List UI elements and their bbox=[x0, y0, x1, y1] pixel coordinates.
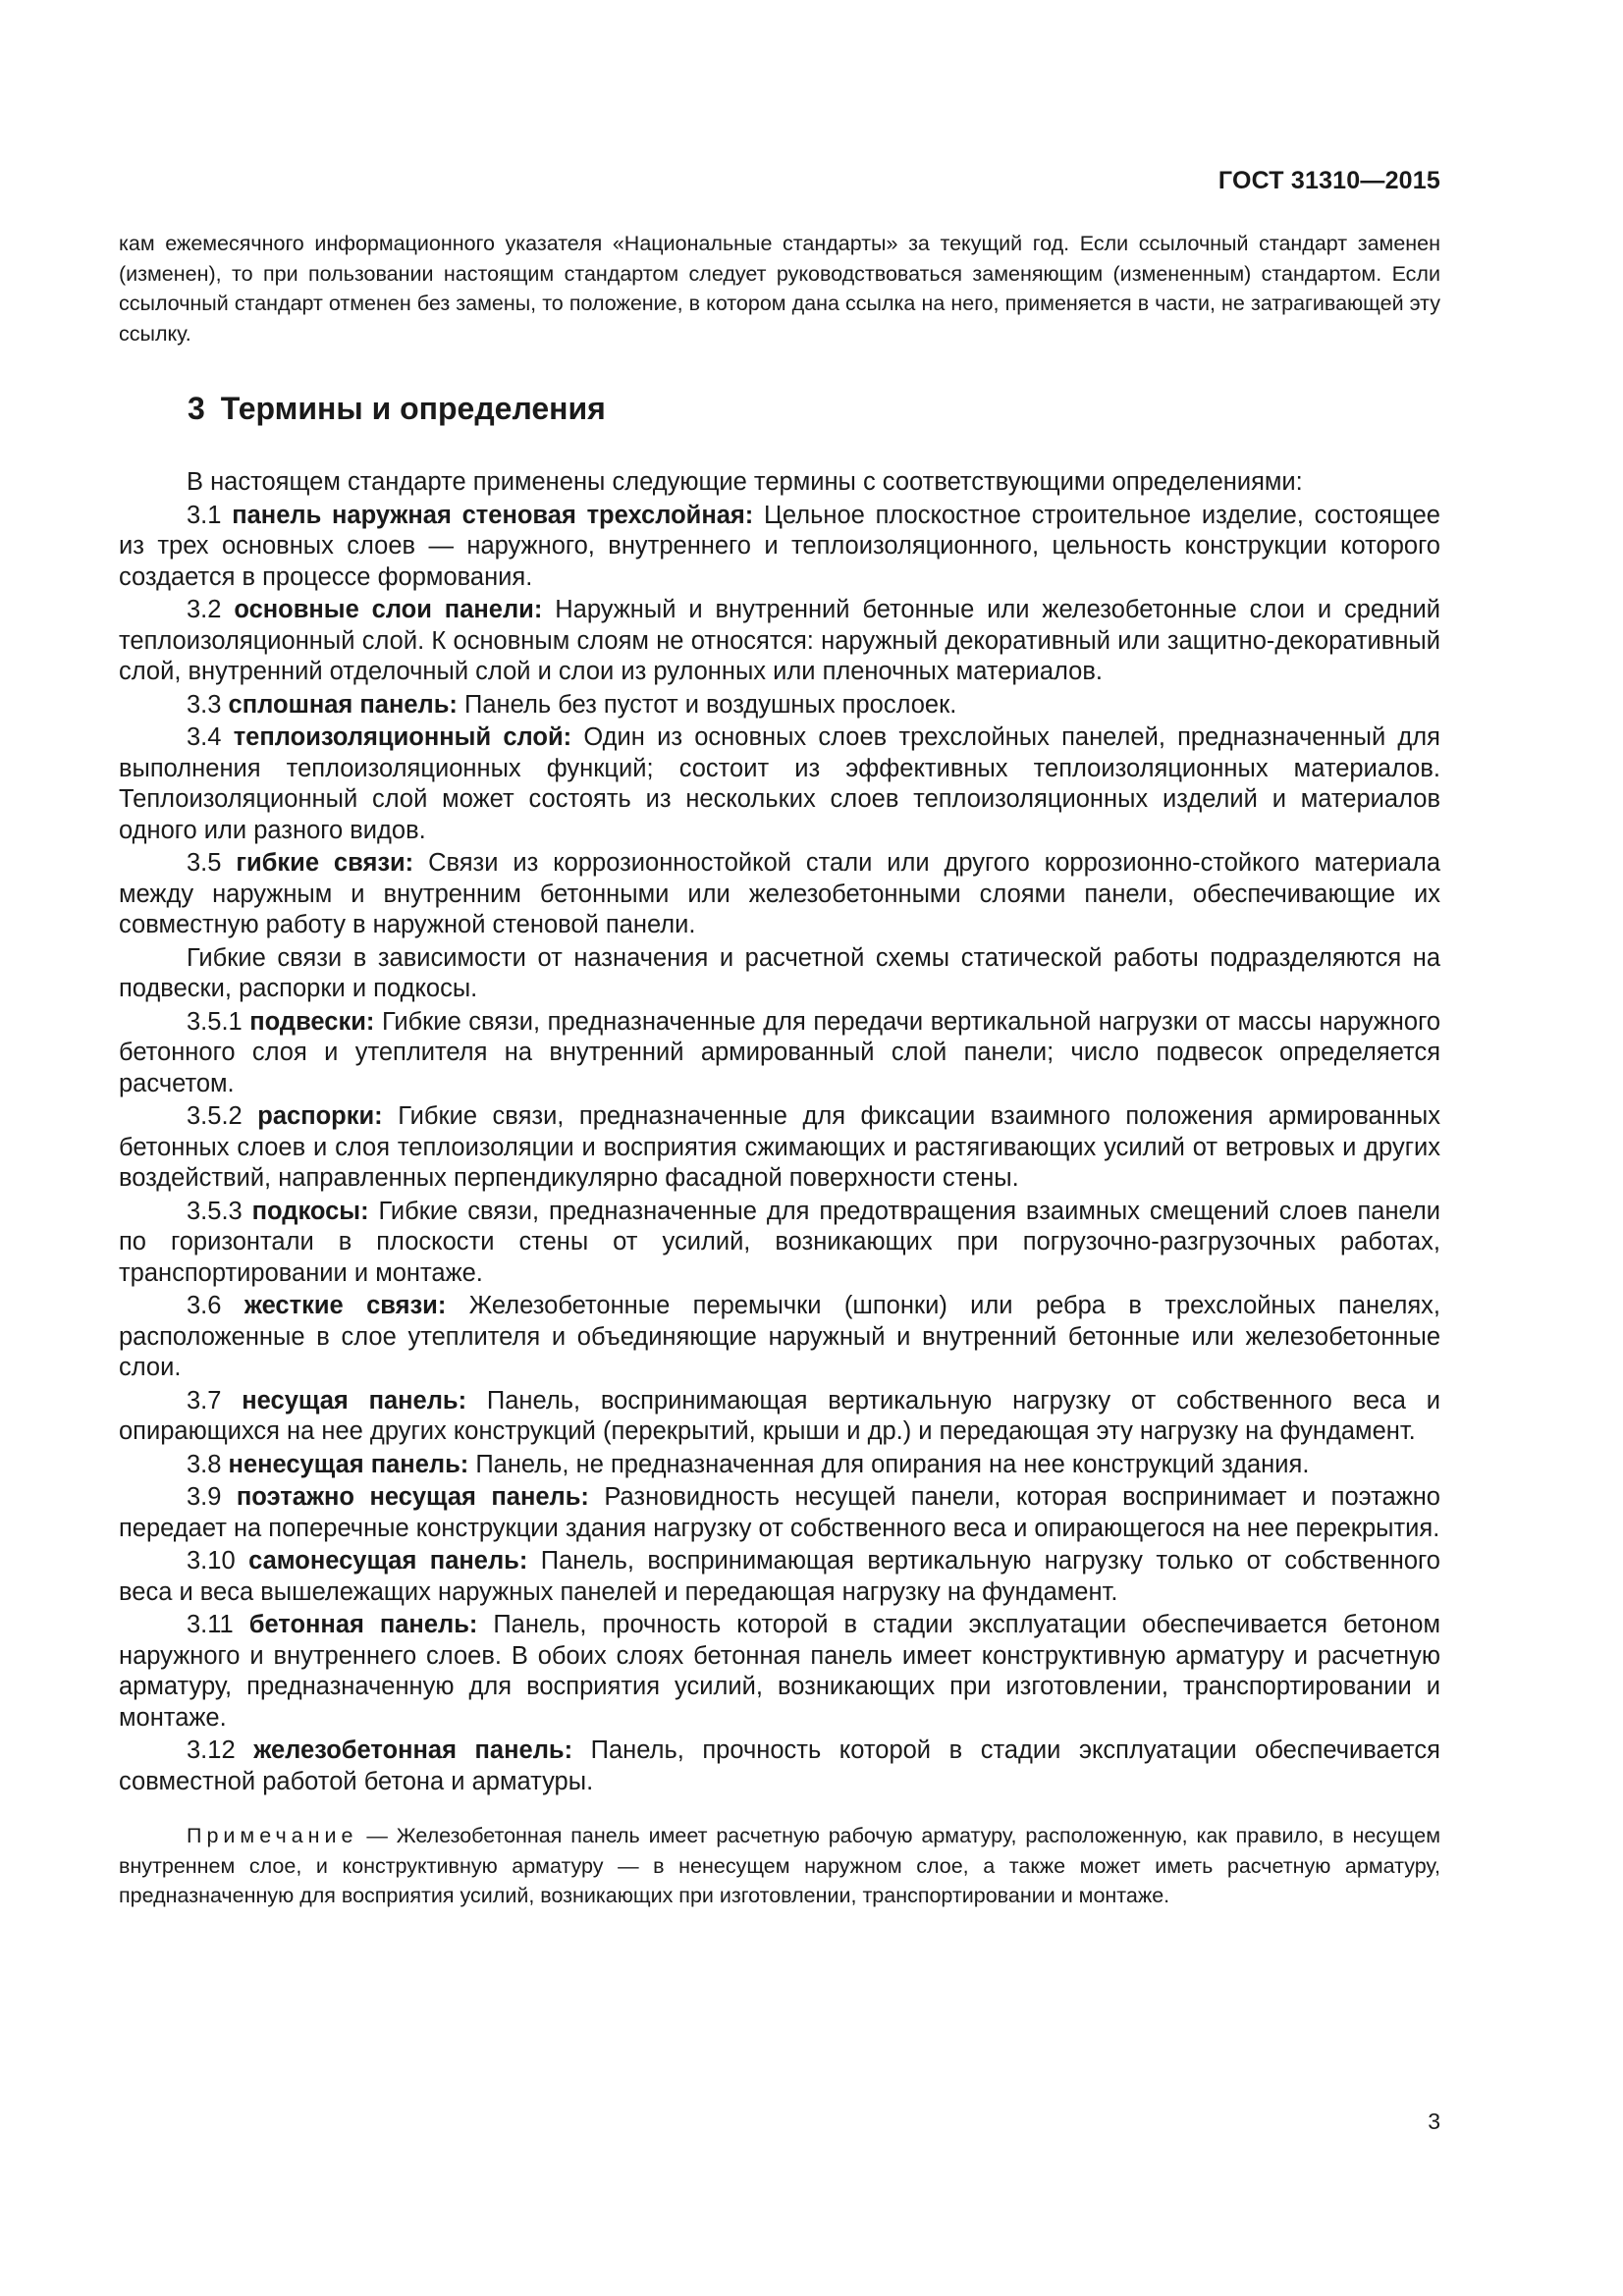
term-3-3: 3.3 сплошная панель: Панель без пустот и воздушных прослоек. bbox=[187, 690, 957, 719]
term-name: панель наружная стеновая трехслойная: bbox=[232, 501, 754, 529]
term-definition: Железобетонные перемычки (шпонки) или ребра в трехслойных панелях, расположенные в слое утеплителя и объединяющие наружный и внутренний бетонные или железобетонные слои. bbox=[119, 1292, 1440, 1381]
term-name: несущая панель: bbox=[242, 1386, 467, 1415]
intro-paragraph: кам ежемесячного информационного указателя «Национальные стандарты» за текущий год. Если ссылочный стандарт заменен (изменен), то при пользовании настоящим стандартом следует руководствоваться заменяющим (измененным) стандартом. Если ссылочный стандарт отменен без замены, то положение, в котором дана ссылка на него, применяется в части, не затрагивающей эту ссылку. bbox=[119, 232, 1440, 346]
section-number: 3 bbox=[188, 391, 205, 426]
term-definition: Гибкие связи, предназначенные для передачи вертикальной нагрузки от массы наружного бетонного слоя и утеплителя на внутренний армированный слой панели; число подвесок определяется расчетом. bbox=[119, 1007, 1440, 1097]
term-3-4: 3.4 теплоизоляционный слой: Один из основных слоев трехслойных панелей, предназначенный для выполнения теплоизоляционных функций; состоит из эффективных теплоизоляционных материалов. Теплоизоляционный слой может состоять из нескольких слоев теплоизоляционных изделий и материалов одного или разного видов. bbox=[119, 723, 1440, 844]
term-definition: Панель, не предназначенная для опирания на нее конструкций здания. bbox=[475, 1450, 1310, 1478]
term-name: гибкие связи: bbox=[236, 849, 414, 877]
term-3-9: 3.9 поэтажно несущая панель: Разновидность несущей панели, которая воспринимает и поэтажно передает на поперечные конструкции здания нагрузку от собственного веса и опирающегося на нее перекрытия. bbox=[119, 1483, 1440, 1542]
term-name: самонесущая панель: bbox=[248, 1547, 528, 1575]
term-name: распорки: bbox=[257, 1102, 383, 1130]
term-definition: Гибкие связи, предназначенные для предотвращения взаимных смещений слоев панели по горизонтали в плоскости стены от усилий, возникающих при погрузочно-разгрузочных работах, транспортировании и монтаже. bbox=[119, 1197, 1440, 1287]
term-definition: Цельное плоскостное строительное изделие, состоящее из трех основных слоев — наружного, внутреннего и теплоизоляционного, цельность конструкции которого создается в процессе формования. bbox=[119, 501, 1440, 591]
term-name: железобетонная панель: bbox=[253, 1736, 573, 1764]
term-definition: Наружный и внутренний бетонные или железобетонные слои и средний теплоизоляционный слой. К основным слоям не относятся: наружный декоративный или защитно-декоративный слой, внутренний отделочный слой и слои из рулонных или пленочных материалов. bbox=[119, 596, 1440, 685]
note-label: Примечание bbox=[187, 1824, 358, 1847]
term-3-10: 3.10 самонесущая панель: Панель, воспринимающая вертикальную нагрузку только от собственного веса и веса вышележащих наружных панелей и передающая нагрузку на фундамент. bbox=[119, 1547, 1440, 1606]
term-definition: Панель, воспринимающая вертикальную нагрузку только от собственного веса и веса вышележащих наружных панелей и передающая нагрузку на фундамент. bbox=[119, 1547, 1440, 1606]
term-definition: Панель без пустот и воздушных прослоек. bbox=[464, 690, 957, 719]
term-3-1: 3.1 панель наружная стеновая трехслойная: Цельное плоскостное строительное изделие, состоящее из трех основных слоев — наружного, внутреннего и теплоизоляционного, цельность конструкции которого создается в процессе формования. bbox=[119, 501, 1440, 591]
section-body bbox=[119, 467, 1440, 1911]
term-definition: Разновидность несущей панели, которая воспринимает и поэтажно передает на поперечные конструкции здания нагрузку от собственного веса и опирающегося на нее перекрытия. bbox=[119, 1483, 1440, 1542]
term-name: поэтажно несущая панель: bbox=[236, 1483, 589, 1511]
section-title: Термины и определения bbox=[220, 391, 606, 426]
page-number: 3 bbox=[1428, 2109, 1440, 2134]
document-code: ГОСТ 31310—2015 bbox=[1217, 167, 1440, 194]
term-3-12: 3.12 железобетонная панель: Панель, прочность которой в стадии эксплуатации обеспечивается совместной работой бетона и арматуры. bbox=[119, 1736, 1440, 1795]
term-3-8: 3.8 ненесущая панель: Панель, не предназначенная для опирания на нее конструкций здания. bbox=[187, 1450, 1310, 1478]
term-name: ненесущая панель: bbox=[228, 1450, 469, 1478]
term-3-5-1: 3.5.1 подвески: Гибкие связи, предназначенные для передачи вертикальной нагрузки от массы наружного бетонного слоя и утеплителя на внутренний армированный слой панели; число подвесок определяется расчетом. bbox=[119, 1007, 1440, 1097]
term-definition: Гибкие связи, предназначенные для фиксации взаимного положения армированных бетонных слоев и слоя теплоизоляции и восприятия сжимающих и растягивающих усилий от ветровых и других воздействий, направленных перпендикулярно фасадной поверхности стены. bbox=[119, 1102, 1440, 1192]
lead-paragraph: В настоящем стандарте применены следующие термины с соответствующими определениями: bbox=[187, 468, 1303, 496]
term-3-11: 3.11 бетонная панель: Панель, прочность которой в стадии эксплуатации обеспечивается бетоном наружного и внутреннего слоев. В обоих слоях бетонная панель имеет конструктивную арматуру и расчетную арматуру, предназначенную для восприятия усилий, возникающих при изготовлении, транспортировании и монтаже. bbox=[119, 1611, 1440, 1732]
term-name: теплоизоляционный слой: bbox=[233, 723, 572, 751]
section-heading bbox=[188, 391, 606, 427]
term-3-5-2: 3.5.2 распорки: Гибкие связи, предназначенные для фиксации взаимного положения армированных бетонных слоев и слоя теплоизоляции и восприятия сжимающих и растягивающих усилий от ветровых и других воздействий, направленных перпендикулярно фасадной поверхности стены. bbox=[119, 1102, 1440, 1192]
term-3-2: 3.2 основные слои панели: Наружный и внутренний бетонные или железобетонные слои и средний теплоизоляционный слой. К основным слоям не относятся: наружный декоративный или защитно-декоративный слой, внутренний отделочный слой и слои из рулонных или пленочных материалов. bbox=[119, 596, 1440, 685]
note-paragraph bbox=[119, 1821, 1440, 1911]
term-definition: Панель, прочность которой в стадии эксплуатации обеспечивается бетоном наружного и внутреннего слоев. В обоих слоях бетонная панель имеет конструктивную арматуру и расчетную арматуру, предназначенную для восприятия усилий, возникающих при изготовлении, транспортировании и монтаже. bbox=[119, 1611, 1440, 1732]
term-definition: Панель, воспринимающая вертикальную нагрузку от собственного веса и опирающихся на нее других конструкций (перекрытий, крыши и др.) и передающая эту нагрузку на фундамент. bbox=[119, 1386, 1440, 1445]
term-name: основные слои панели: bbox=[234, 596, 543, 623]
term-name: подкосы: bbox=[251, 1197, 369, 1225]
term-name: жесткие связи: bbox=[243, 1292, 447, 1319]
term-definition: Один из основных слоев трехслойных панелей, предназначенный для выполнения теплоизоляционных функций; состоит из эффективных теплоизоляционных материалов. Теплоизоляционный слой может состоять из нескольких слоев теплоизоляционных изделий и материалов одного или разного видов. bbox=[119, 723, 1440, 844]
term-3-6: 3.6 жесткие связи: Железобетонные перемычки (шпонки) или ребра в трехслойных панелях, расположенные в слое утеплителя и объединяющие наружный и внутренний бетонные или железобетонные слои. bbox=[119, 1292, 1440, 1381]
term-3-7: 3.7 несущая панель: Панель, воспринимающая вертикальную нагрузку от собственного веса и опирающихся на нее других конструкций (перекрытий, крыши и др.) и передающая эту нагрузку на фундамент. bbox=[119, 1386, 1440, 1445]
term-3-5-3: 3.5.3 подкосы: Гибкие связи, предназначенные для предотвращения взаимных смещений слоев панели по горизонтали в плоскости стены от усилий, возникающих при погрузочно-разгрузочных работах, транспортировании и монтаже. bbox=[119, 1197, 1440, 1287]
term-definition: Связи из коррозионностойкой стали или другого коррозионно-стойкого материала между наружным и внутренним бетонными или железобетонными слоями панели, обеспечивающие их совместную работу в наружной стеновой панели. bbox=[119, 849, 1441, 938]
term-name: сплошная панель: bbox=[228, 690, 458, 719]
term-3-5: 3.5 гибкие связи: Связи из коррозионностойкой стали или другого коррозионно-стойкого материала между наружным и внутренним бетонными или железобетонными слоями панели, обеспечивающие их совместную работу в наружной стеновой панели. bbox=[119, 849, 1441, 938]
note-text: — Железобетонная панель имеет расчетную рабочую арматуру, расположенную, как правило, в несущем внутреннем слое, и конструктивную арматуру — в ненесущем наружном слое, а также может иметь расчетную арматуру, предназначенную для восприятия усилий, возникающих при изготовлении, транспортировании и монтаже. bbox=[119, 1824, 1440, 1907]
term-name: подвески: bbox=[249, 1007, 375, 1036]
term-name: бетонная панель: bbox=[248, 1611, 478, 1638]
term-definition: Панель, прочность которой в стадии эксплуатации обеспечивается совместной работой бетона и арматуры. bbox=[119, 1736, 1440, 1795]
flex-ties-paragraph: Гибкие связи в зависимости от назначения и расчетной схемы статической работы подразделяются на подвески, распорки и подкосы. bbox=[119, 943, 1440, 1002]
